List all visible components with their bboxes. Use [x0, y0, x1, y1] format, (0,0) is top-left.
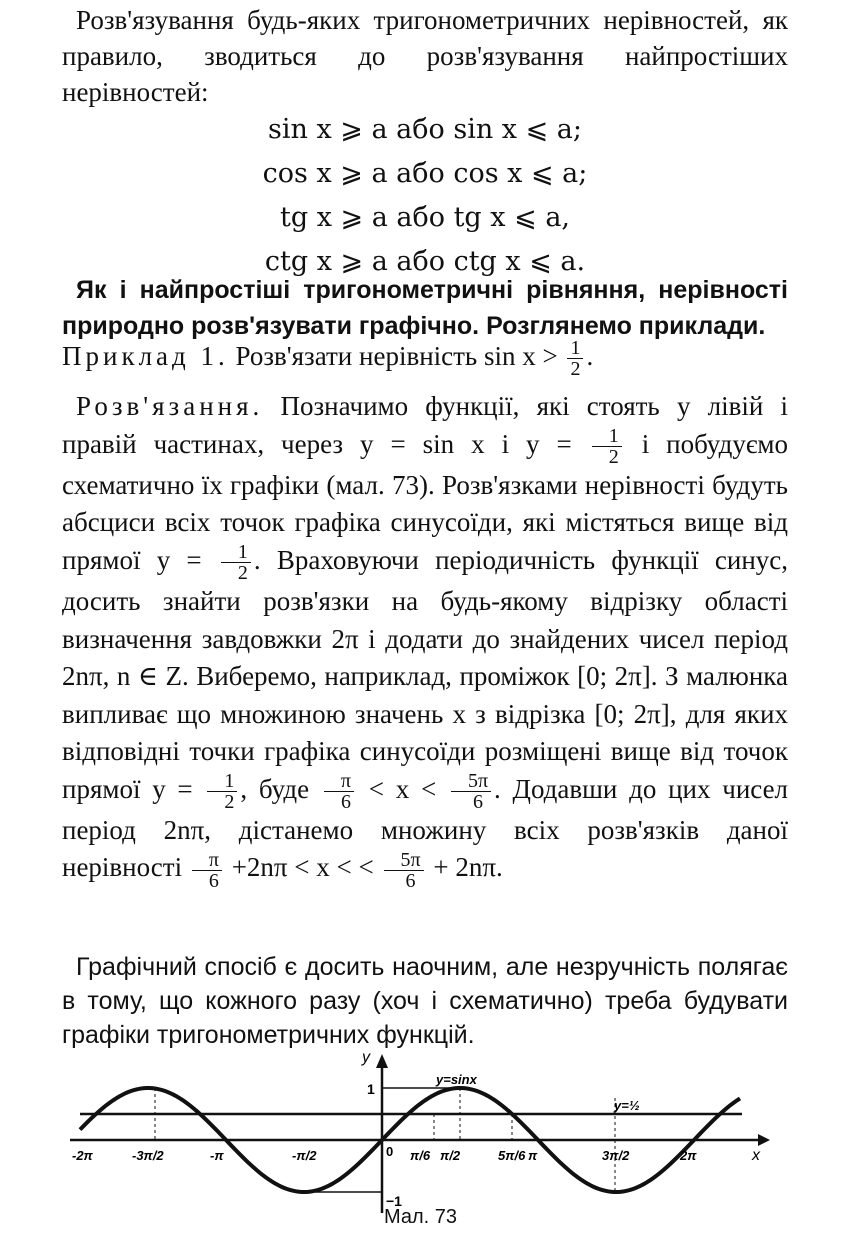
- svg-text:-π/2: -π/2: [292, 1148, 317, 1163]
- svg-text:-2π: -2π: [72, 1148, 93, 1163]
- example-label: Приклад 1.: [62, 341, 229, 371]
- svg-text:5π/6: 5π/6: [498, 1148, 526, 1163]
- svg-text:2π: 2π: [680, 1148, 697, 1163]
- fraction-one-half: $\frac{1}{2}$: [207, 771, 237, 812]
- x-axis-arrow: [758, 1134, 770, 1146]
- tick-labels: [72, 1148, 697, 1163]
- intro-paragraph: Розв'язування будь-яких тригонометричних нерівностей, як правило, зводиться до розв'язування найпростіших нерівностей:: [62, 5, 788, 107]
- graphical-method-paragraph: Як і найпростіші тригонометричні рівняння, нерівності природно розв'язувати графічно. Розглянемо приклади.: [62, 276, 788, 340]
- fraction-one-half: $\frac{1}{2}$: [592, 426, 622, 467]
- figure-73-graph: [70, 1048, 770, 1228]
- formula-cos: cos x ⩾ a або cos x ⩽ a;: [262, 158, 588, 189]
- fraction-pi-over-6: $\frac{\pi}{6}$: [192, 850, 222, 891]
- fraction-one-half: $\frac{1}{2}$: [221, 542, 251, 583]
- fraction-5pi-over-6: $\frac{5\pi}{6}$: [451, 771, 491, 812]
- fraction-5pi-over-6: $\frac{5\pi}{6}$: [384, 850, 424, 891]
- svg-text:π/2: π/2: [440, 1148, 461, 1163]
- solution-paragraph: Розв'язання. Позначимо функції, які стоять у лівій і правій частинах, через y = sin x і y = $\frac{1}{2}$ і побудуємо схематично їх графіки (мал. 73). Розв'язками нерівності будуть абсциси всіх точок графіка синусоїди, які містяться вище від прямої y = $\frac{1}{2}$ . Враховуючи періодичність функції синус, досить знайти розв'язки на будь-якому відрізку області визначення завдовжки 2π і додати до знайдених чисел період 2nπ, n ∈ Z. Виберемо, наприклад, проміжок [0; 2π]. З малюнка випливає що множиною значень x з відрізка [0; 2π], для яких відповідні точки графіка синусоїди розміщені вище від точок прямої y = $\frac{1}{2}$ , буде $\frac{\pi}{6}$ < x < $\frac{5\pi}{6}$ . Додавши до цих чисел період 2nπ, дістанемо множину всіх розв'язків даної нерівності $\frac{\pi}{6}$ +2nπ < x < < $\frac{5\pi}{6}$ + 2nπ.: [62, 391, 789, 892]
- figure-caption: Мал. 73: [383, 1206, 458, 1228]
- svg-text:π/6: π/6: [410, 1148, 431, 1163]
- y-axis-label: y: [362, 1049, 370, 1066]
- minus-one-label: −1: [386, 1193, 402, 1209]
- y-axis-arrow: [376, 1054, 388, 1068]
- sin-label: y=sinx: [436, 1072, 477, 1087]
- one-label: 1: [367, 1081, 375, 1097]
- formula-sin: sin x ⩾ a або sin x ⩽ a;: [267, 114, 583, 145]
- formula-ctg: ctg x ⩾ a або ctg x ⩽ a.: [264, 246, 586, 277]
- svg-text:3π/2: 3π/2: [602, 1148, 630, 1163]
- formula-tg: tg x ⩾ a або tg x ⩽ a,: [279, 202, 570, 233]
- svg-text:-3π/2: -3π/2: [132, 1148, 164, 1163]
- x-axis-label: x: [752, 1147, 760, 1164]
- fraction-one-half: $\frac{1}{2}$: [567, 338, 583, 379]
- svg-text:π: π: [528, 1148, 538, 1163]
- half-line-label: y=½: [614, 1098, 640, 1113]
- zero-label: 0: [386, 1144, 394, 1159]
- simplest-inequalities: [62, 108, 788, 284]
- example-statement: Приклад 1. Розв'язати нерівність sin x > $\frac{1}{2}$ .: [62, 337, 594, 381]
- conclusion-paragraph: Графічний спосіб є досить наочним, але незручність полягає в тому, що кожного разу (хоч і схематично) треба будувати графіки тригонометричних функцій.: [62, 953, 788, 1049]
- example-text: Розв'язати нерівність sin x >: [235, 341, 558, 371]
- fraction-pi-over-6: $\frac{\pi}{6}$: [324, 771, 354, 812]
- svg-text:-π: -π: [210, 1148, 224, 1163]
- solution-label: Розв'язання.: [76, 391, 264, 421]
